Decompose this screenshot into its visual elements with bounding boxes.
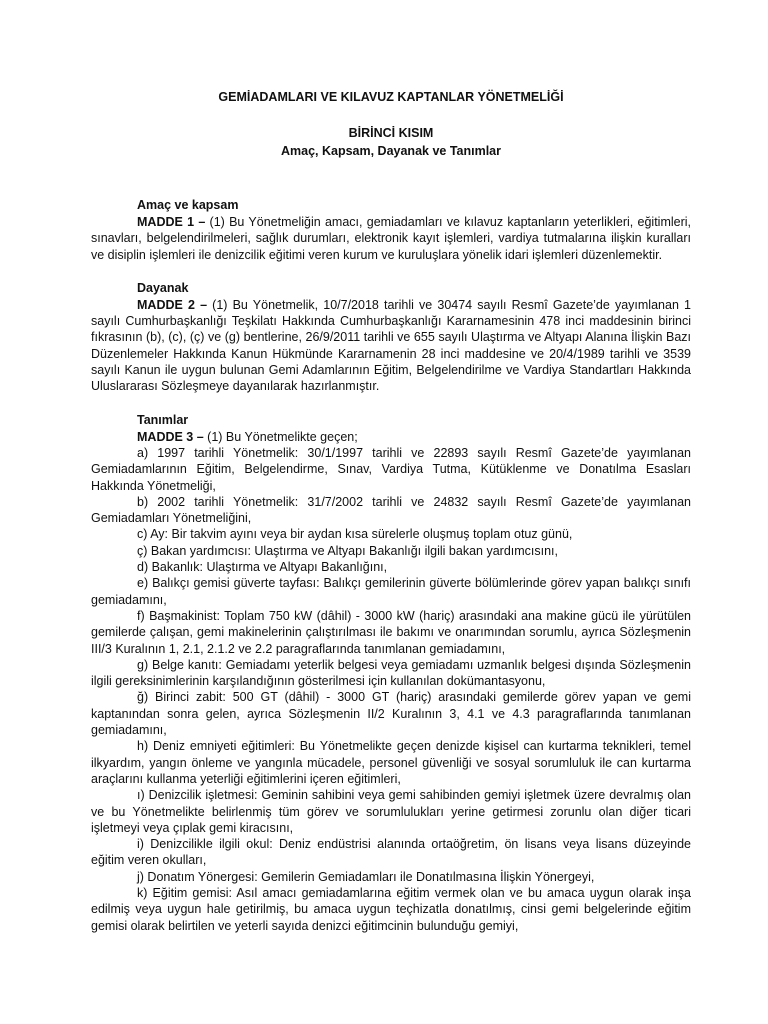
article-1-section	[91, 196, 691, 263]
article-2-label: MADDE 2 –	[137, 297, 208, 312]
definition-item: j) Donatım Yönergesi: Gemilerin Gemiadamları ile Donatılmasına İlişkin Yönergeyi,	[137, 869, 595, 884]
definition-item: h) Deniz emniyeti eğitimleri: Bu Yönetmelikte geçen denizde kişisel can kurtarma teknikleri, temel ilkyardım, yangın önleme ve yangınla mücadele, personel güvenliği ve sosyal sorumluluk ile can kurtarma araçlarını kullanma yeterliği eğitimlerini içeren eğitimleri,	[91, 739, 691, 786]
article-2-text: (1) Bu Yönetmelik, 10/7/2018 tarihli ve 30474 sayılı Resmî Gazete’de yayımlanan 1 sayılı Cumhurbaşkanlığı Teşkilatı Hakkında Cumhurbaşkanlığı Kararnamesinin 478 inci maddesinin birinci fıkrasının (b), (c), (ç) ve (g) bentlerine, 26/9/2011 tarihli ve 655 sayılı Ulaştırma ve Altyapı Alanına İlişkin Bazı Düzenlemeler Hakkında Kanun Hükmünde Kararnamenin 28 inci maddesine ve 20/4/1989 tarihli ve 3539 sayılı Kanun ile uygun bulunan Gemi Adamlarının Eğitim, Belgelendirilme ve Vardiya Standartları Hakkında Uluslararası Sözleşmeye dayanılarak hazırlanmıştır.	[91, 297, 691, 394]
article-1-paragraph	[91, 214, 691, 263]
definition-item: ğ) Birinci zabit: 500 GT (dâhil) - 3000 GT (hariç) arasındaki gemilerde görev yapan ve gemi kaptanından sonra gelen, ayrıca Sözleşmenin II/2 Kuralının 3, 4.1 ve 4.3 paragraflarında tanımlanan gemiadamını,	[91, 690, 691, 738]
definition-item: f) Başmakinist: Toplam 750 kW (dâhil) - 3000 kW (hariç) arasındaki ana makine gücü ile yürütülen gemilerde çalışan, gemi makinelerinin çalıştırılması ile bakımı ve onarımından sorumlu, ayrıca Sözleşmenin III/3 Kuralının 1, 2.1, 2.1.2 ve 2.2 paragraflarında tanımlanan gemiadamını,	[91, 608, 691, 656]
section-heading-basis: Dayanak	[137, 280, 189, 295]
definition-item: a) 1997 tarihli Yönetmelik: 30/1/1997 tarihli ve 22893 sayılı Resmî Gazete’de yayımlanan Gemiadamlarının Eğitim, Belgelendirme, Sınav, Vardiya Tutma, Kütüklenme ve Donatılma Esasları Hakkında Yönetmeliği,	[91, 445, 691, 493]
part-subtitle: Amaç, Kapsam, Dayanak ve Tanımlar	[280, 144, 501, 158]
article-2-paragraph	[91, 297, 691, 395]
document-title: GEMİADAMLARI VE KILAVUZ KAPTANLAR YÖNETMELİĞİ	[218, 90, 564, 104]
article-3-section	[91, 411, 691, 934]
definition-item: ç) Bakan yardımcısı: Ulaştırma ve Altyapı Bakanlığı ilgili bakan yardımcısını,	[137, 543, 558, 558]
article-3-label: MADDE 3 –	[137, 429, 204, 444]
definition-item: d) Bakanlık: Ulaştırma ve Altyapı Bakanlığını,	[137, 560, 388, 575]
spacer	[91, 160, 691, 196]
definition-item: g) Belge kanıtı: Gemiadamı yeterlik belgesi veya gemiadamı uzmanlık belgesi dışında Sözleşmenin ilgili gereksinimlerinin karşılandığının gösterilmesi için kullanılan dokümantasyonu,	[91, 657, 691, 689]
definition-item: i) Denizcilikle ilgili okul: Deniz endüstrisi alanında ortaöğretim, ön lisans veya lisans düzeyinde eğitim veren okulları,	[91, 837, 691, 868]
article-3-intro-text: (1) Bu Yönetmelikte geçen;	[203, 429, 358, 444]
section-heading-purpose: Amaç ve kapsam	[137, 198, 239, 212]
definition-item: b) 2002 tarihli Yönetmelik: 31/7/2002 tarihli ve 24832 sayılı Resmî Gazete’de yayımlanan Gemiadamları Yönetmeliğini,	[91, 494, 691, 526]
definition-item: ı) Denizcilik işletmesi: Geminin sahibini veya gemi sahibinden gemiyi işletmek üzere devralmış olan ve bu Yönetmelikte belirlenmiş tüm görev ve sorumlulukları yerine getirmesi zorunlu olan diğer ticari işletmeyi veya çıplak gemi kiracısını,	[91, 788, 691, 835]
part-heading: BİRİNCİ KISIM	[348, 126, 434, 140]
section-heading-definitions: Tanımlar	[137, 412, 189, 427]
article-1-text: (1) Bu Yönetmeliğin amacı, gemiadamları ve kılavuz kaptanların yeterlikleri, eğitimleri, sınavları, belgelendirilmeleri, sağlık durumları, elektronik kayıt işlemleri, vardiya tutmalarına ilişkin kuralları ve disiplin işlemleri ile denizcilik eğitimi veren kurum ve kuruluşlara yönelik idari işlemleri düzenlemektir.	[91, 215, 691, 262]
article-1-label: MADDE 1 –	[137, 215, 206, 229]
definition-item: c) Ay: Bir takvim ayını veya bir aydan kısa sürelerle oluşmuş toplam otuz günü,	[137, 527, 573, 542]
definition-item: k) Eğitim gemisi: Asıl amacı gemiadamlarına eğitim vermek olan ve bu amaca uygun olarak inşa edilmiş veya uygun hale getirilmiş, bu amaca uygun teçhizatla donatılmış, cinsi gemi belgelerinde eğitim gemisi olarak belirtilen ve yeterli sayıda denizci eğitimcinin bulunduğu gemiyi,	[91, 885, 691, 933]
definition-item: e) Balıkçı gemisi güverte tayfası: Balıkçı gemilerinin güverte bölümlerinde görev yapan balıkçı sınıfı gemiadamını,	[91, 576, 691, 607]
article-3-intro	[91, 429, 691, 445]
article-2-section	[91, 279, 691, 395]
